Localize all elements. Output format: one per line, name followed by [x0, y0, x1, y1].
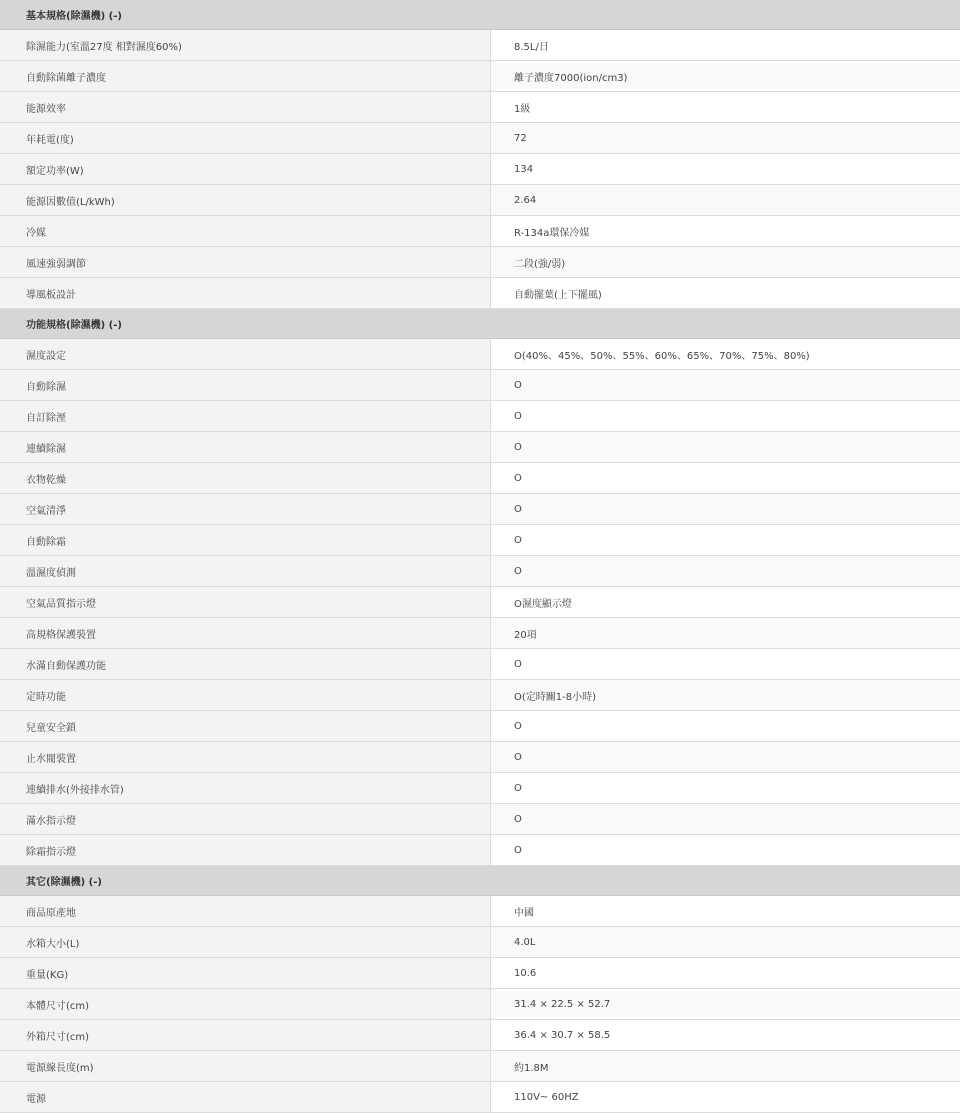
spec-label: 重量(KG) [0, 958, 491, 988]
section-header: 功能規格(除濕機) (-) [0, 309, 960, 339]
spec-value: O [491, 401, 960, 431]
spec-label: 除霜指示燈 [0, 835, 491, 865]
spec-value: O濕度顯示燈 [491, 587, 960, 617]
spec-label: 滿水指示燈 [0, 804, 491, 834]
spec-value: 二段(強/弱) [491, 247, 960, 277]
spec-label: 衣物乾燥 [0, 463, 491, 493]
spec-row [0, 711, 960, 742]
spec-value: 中國 [491, 896, 960, 926]
section-header: 基本規格(除濕機) (-) [0, 0, 960, 30]
spec-label: 自動除濕 [0, 370, 491, 400]
spec-row [0, 339, 960, 370]
spec-value: 110V~ 60HZ [491, 1082, 960, 1112]
spec-row [0, 216, 960, 247]
spec-row [0, 773, 960, 804]
spec-row [0, 989, 960, 1020]
spec-value: O [491, 711, 960, 741]
spec-value: 2.64 [491, 185, 960, 215]
spec-row [0, 896, 960, 927]
spec-value: 自動擺葉(上下擺風) [491, 278, 960, 308]
spec-row [0, 804, 960, 835]
spec-label: 空氣清淨 [0, 494, 491, 524]
spec-row [0, 742, 960, 773]
spec-value: O [491, 649, 960, 679]
spec-row [0, 30, 960, 61]
spec-value: 31.4 × 22.5 × 52.7 [491, 989, 960, 1019]
spec-label: 定時功能 [0, 680, 491, 710]
spec-row [0, 1051, 960, 1082]
spec-label: 水滿自動保護功能 [0, 649, 491, 679]
spec-value: 20項 [491, 618, 960, 648]
spec-row [0, 123, 960, 154]
spec-label: 止水閥裝置 [0, 742, 491, 772]
spec-label: 導風板設計 [0, 278, 491, 308]
spec-value: 1級 [491, 92, 960, 122]
spec-row [0, 154, 960, 185]
spec-value: O [491, 835, 960, 865]
spec-row [0, 370, 960, 401]
spec-row [0, 494, 960, 525]
spec-label: 外箱尺寸(cm) [0, 1020, 491, 1050]
spec-value: O(定時關1-8小時) [491, 680, 960, 710]
spec-label: 自訂除溼 [0, 401, 491, 431]
spec-row [0, 61, 960, 92]
spec-row [0, 525, 960, 556]
spec-label: 本體尺寸(cm) [0, 989, 491, 1019]
spec-value: O [491, 525, 960, 555]
spec-row [0, 432, 960, 463]
spec-row [0, 649, 960, 680]
spec-label: 商品原產地 [0, 896, 491, 926]
spec-label: 連續排水(外接排水管) [0, 773, 491, 803]
spec-label: 兒童安全鎖 [0, 711, 491, 741]
spec-value: 10.6 [491, 958, 960, 988]
spec-label: 風速強弱調節 [0, 247, 491, 277]
spec-value: 約1.8M [491, 1051, 960, 1081]
spec-label: 年耗電(度) [0, 123, 491, 153]
spec-row [0, 1020, 960, 1051]
spec-row [0, 958, 960, 989]
spec-label: 水箱大小(L) [0, 927, 491, 957]
spec-row [0, 247, 960, 278]
spec-value: 72 [491, 123, 960, 153]
spec-label: 電源 [0, 1082, 491, 1112]
spec-row [0, 92, 960, 123]
spec-row [0, 463, 960, 494]
spec-value: O [491, 432, 960, 462]
spec-value: O [491, 370, 960, 400]
spec-row [0, 1082, 960, 1113]
section-header: 其它(除濕機) (-) [0, 866, 960, 896]
spec-row [0, 927, 960, 958]
spec-value: O(40%、45%、50%、55%、60%、65%、70%、75%、80%) [491, 339, 960, 369]
spec-row [0, 401, 960, 432]
spec-value: O [491, 742, 960, 772]
spec-label: 空氣品質指示燈 [0, 587, 491, 617]
spec-label: 濕度設定 [0, 339, 491, 369]
spec-value: 36.4 × 30.7 × 58.5 [491, 1020, 960, 1050]
spec-label: 電源線長度(m) [0, 1051, 491, 1081]
spec-label: 溫濕度偵測 [0, 556, 491, 586]
spec-row [0, 185, 960, 216]
spec-value: O [491, 494, 960, 524]
spec-value: 離子濃度7000(ion/cm3) [491, 61, 960, 91]
spec-value: 4.0L [491, 927, 960, 957]
spec-row [0, 587, 960, 618]
spec-row [0, 618, 960, 649]
spec-label: 額定功率(W) [0, 154, 491, 184]
spec-label: 除濕能力(室溫27度 相對濕度60%) [0, 30, 491, 60]
spec-value: 8.5L/日 [491, 30, 960, 60]
spec-label: 自動除霜 [0, 525, 491, 555]
spec-row [0, 680, 960, 711]
spec-row [0, 556, 960, 587]
spec-label: 連續除濕 [0, 432, 491, 462]
spec-value: O [491, 804, 960, 834]
spec-value: 134 [491, 154, 960, 184]
spec-label: 能源因數值(L/kWh) [0, 185, 491, 215]
spec-value: O [491, 773, 960, 803]
spec-label: 高規格保護裝置 [0, 618, 491, 648]
spec-value: R-134a環保冷媒 [491, 216, 960, 246]
spec-row [0, 278, 960, 309]
spec-label: 冷媒 [0, 216, 491, 246]
spec-value: O [491, 556, 960, 586]
spec-value: O [491, 463, 960, 493]
spec-label: 能源效率 [0, 92, 491, 122]
spec-label: 自動除菌離子濃度 [0, 61, 491, 91]
spec-row [0, 835, 960, 866]
